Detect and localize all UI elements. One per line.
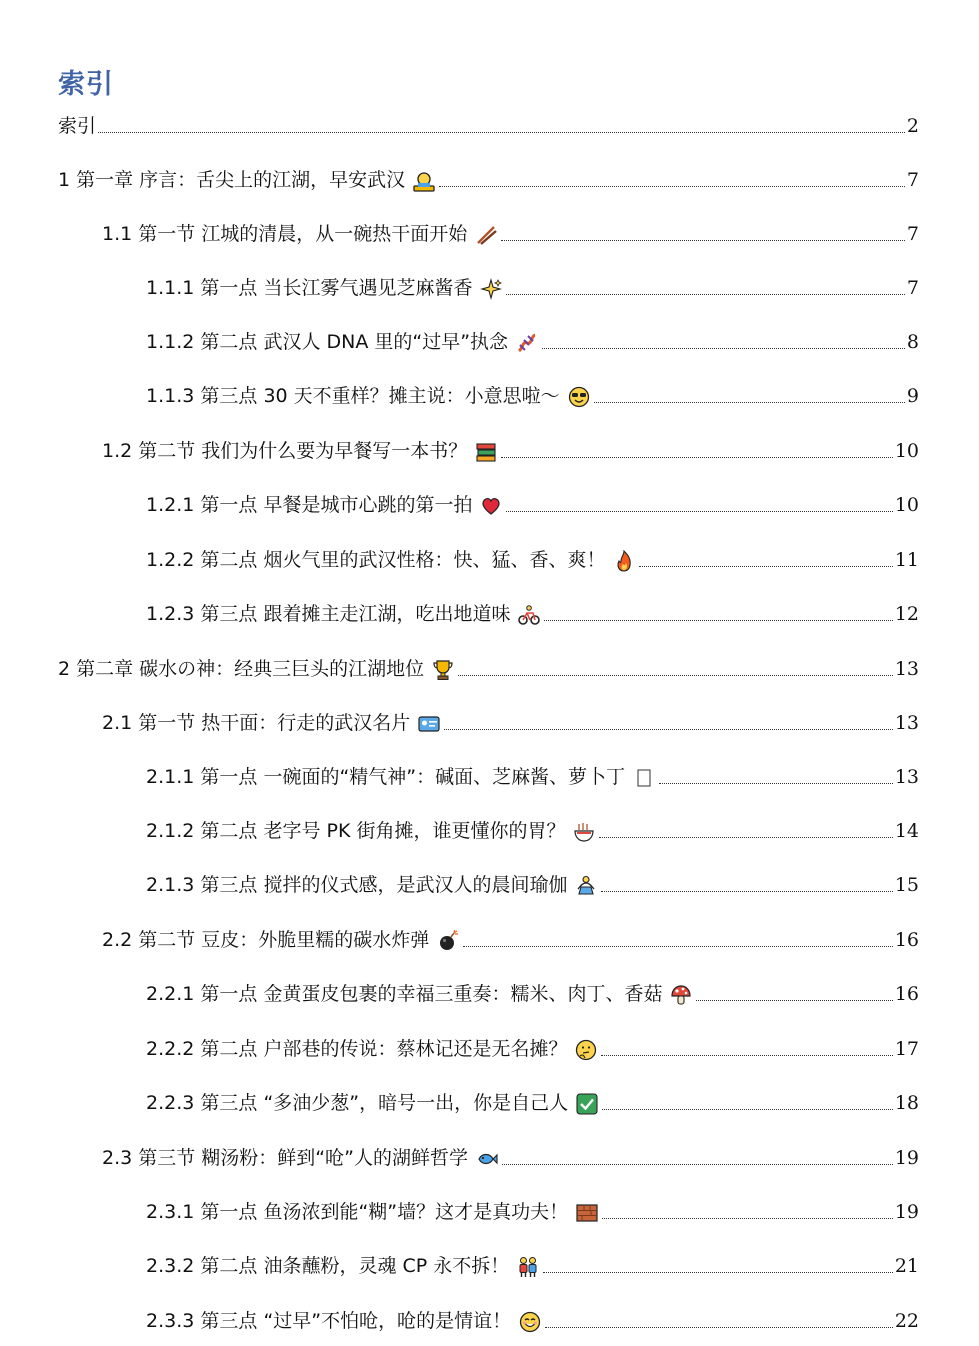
dot-leader bbox=[506, 511, 892, 512]
toc-entry[interactable] bbox=[102, 920, 919, 952]
toc-page-number: 12 bbox=[894, 603, 919, 625]
toc-entry[interactable] bbox=[146, 376, 919, 408]
toc-page-number: 10 bbox=[894, 440, 919, 462]
sunglasses-face-icon bbox=[568, 386, 590, 408]
toc-entry-number: 2.1.3 bbox=[146, 874, 195, 896]
toc-entry-title: 第一点 一碗面的“精气神”：碱面、芝麻酱、萝卜丁 bbox=[200, 766, 626, 788]
toc-page-number: 7 bbox=[906, 277, 919, 299]
toc-entry-number: 2.1.1 bbox=[146, 766, 195, 788]
toc-page-number: 19 bbox=[894, 1201, 919, 1223]
bicycle-icon bbox=[518, 604, 540, 626]
toc-page-number: 2 bbox=[906, 115, 919, 137]
toc-page-number: 7 bbox=[906, 223, 919, 245]
toc-entry-number: 2.1 bbox=[102, 712, 133, 734]
toc-page-number: 10 bbox=[894, 494, 919, 516]
toc-entry-title: 第三节 糊汤粉：鲜到“呛”人的湖鲜哲学 bbox=[138, 1147, 468, 1169]
toc-page-number: 7 bbox=[906, 169, 919, 191]
toc-entry-number: 2.2.1 bbox=[146, 983, 195, 1005]
toc-entry-title: 第一点 金黄蛋皮包裹的幸福三重奏：糯米、肉丁、香菇 bbox=[200, 983, 663, 1005]
toc-entry-number: 2.3.3 bbox=[146, 1310, 195, 1332]
toc-page-number: 13 bbox=[894, 658, 919, 680]
dot-leader bbox=[601, 891, 892, 892]
toc-page-number: 13 bbox=[894, 766, 919, 788]
toc-entry-title: 第二点 老字号 PK 街角摊，谁更懂你的胃？ bbox=[200, 820, 566, 842]
thinking-face-icon bbox=[575, 1039, 597, 1061]
toc-entry[interactable] bbox=[146, 974, 919, 1006]
toc-page-number: 17 bbox=[894, 1038, 919, 1060]
toc-page-number: 16 bbox=[894, 983, 919, 1005]
toc-entry-number: 1.1.2 bbox=[146, 331, 195, 353]
toc-entry-number: 1.1 bbox=[102, 223, 133, 245]
heart-icon bbox=[480, 495, 502, 517]
dot-leader bbox=[463, 946, 893, 947]
dot-leader bbox=[594, 402, 905, 403]
toc-entry-number: 1.2.1 bbox=[146, 494, 195, 516]
toc-page-number: 16 bbox=[894, 929, 919, 951]
sunrise-person-icon bbox=[413, 170, 435, 192]
toc-entry-title: 第二章 碳水の神：经典三巨头的江湖地位 bbox=[76, 658, 425, 680]
toc-page-number: 13 bbox=[894, 712, 919, 734]
toc-page-number: 11 bbox=[894, 549, 919, 571]
toc-entry-title: 第一章 序言：舌尖上的江湖，早安武汉 bbox=[76, 169, 406, 191]
toc-entry-number: 1.1.1 bbox=[146, 277, 195, 299]
dot-leader bbox=[601, 1055, 892, 1056]
toc-entry[interactable] bbox=[146, 540, 919, 572]
dot-leader bbox=[501, 240, 905, 241]
toc-entry-number: 2.2 bbox=[102, 929, 133, 951]
toc-entry[interactable] bbox=[146, 268, 919, 300]
index-heading: 索引 bbox=[58, 69, 114, 100]
chopsticks-icon bbox=[475, 224, 497, 246]
toc-entry-number: 2.1.2 bbox=[146, 820, 195, 842]
toc-entry[interactable] bbox=[146, 485, 919, 517]
toc-page-number: 19 bbox=[894, 1147, 919, 1169]
toc-entry[interactable] bbox=[58, 160, 919, 192]
toc-entry-title: 第三点 搅拌的仪式感，是武汉人的晨间瑜伽 bbox=[200, 874, 568, 896]
toc-entry-number: 2.2.2 bbox=[146, 1038, 195, 1060]
toc-entry-title: 第一节 热干面：行走的武汉名片 bbox=[138, 712, 411, 734]
dot-leader bbox=[599, 837, 892, 838]
dot-leader bbox=[501, 457, 893, 458]
toc-entry-number: 1 bbox=[58, 169, 71, 191]
toc-entry[interactable] bbox=[146, 1192, 919, 1224]
toc-entry-title: 第二点 烟火气里的武汉性格：快、猛、香、爽！ bbox=[200, 549, 606, 571]
dot-leader bbox=[439, 186, 905, 187]
dot-leader bbox=[458, 675, 893, 676]
toc-entry[interactable] bbox=[146, 594, 919, 626]
fish-icon bbox=[476, 1148, 498, 1170]
dot-leader bbox=[544, 620, 892, 621]
toc-entry[interactable] bbox=[146, 757, 919, 789]
missing-glyph-icon bbox=[633, 767, 655, 789]
toc-entry-number: 2 bbox=[58, 658, 71, 680]
trophy-icon bbox=[432, 659, 454, 681]
dot-leader bbox=[98, 132, 905, 133]
toc-entry-number: 2.2.3 bbox=[146, 1092, 195, 1114]
toc-entry-title: 第一点 当长江雾气遇见芝麻酱香 bbox=[200, 277, 473, 299]
toc-entry[interactable] bbox=[146, 1301, 919, 1333]
toc-page-number: 8 bbox=[906, 331, 919, 353]
toc-entry-number: 2.3.2 bbox=[146, 1255, 195, 1277]
toc-entry-title: 索引 bbox=[58, 115, 97, 137]
toc-entry-title: 第二点 武汉人 DNA 里的“过早”执念 bbox=[200, 331, 509, 353]
toc-entry[interactable] bbox=[146, 1029, 919, 1061]
toc-entry[interactable] bbox=[146, 865, 919, 897]
books-icon bbox=[475, 441, 497, 463]
toc-entry-number: 1.2.3 bbox=[146, 603, 195, 625]
toc-page-number: 21 bbox=[894, 1255, 919, 1277]
toc-entry[interactable] bbox=[146, 1083, 919, 1115]
toc-entry-title: 第一点 早餐是城市心跳的第一拍 bbox=[200, 494, 473, 516]
dot-leader bbox=[506, 294, 904, 295]
couple-icon bbox=[517, 1256, 539, 1278]
toc-entry-number: 2.3 bbox=[102, 1147, 133, 1169]
toc-entry-title: 第三点 “多油少葱”，暗号一出，你是自己人 bbox=[200, 1092, 569, 1114]
yoga-person-icon bbox=[575, 875, 597, 897]
toc-entry-title: 第二点 户部巷的传说：蔡林记还是无名摊？ bbox=[200, 1038, 568, 1060]
bomb-icon bbox=[437, 930, 459, 952]
toc-entry-title: 第二节 我们为什么要为早餐写一本书？ bbox=[138, 440, 468, 462]
sparkles-icon bbox=[480, 278, 502, 300]
dot-leader bbox=[696, 1000, 892, 1001]
toc-entry-number: 1.1.3 bbox=[146, 385, 195, 407]
toc-entry-number: 2.3.1 bbox=[146, 1201, 195, 1223]
mushroom-icon bbox=[670, 984, 692, 1006]
toc-entry-title: 第一节 江城的清晨，从一碗热干面开始 bbox=[138, 223, 468, 245]
toc-entry[interactable] bbox=[58, 106, 919, 138]
toc-entry[interactable] bbox=[102, 1138, 919, 1170]
toc-page-number: 9 bbox=[906, 385, 919, 407]
dot-leader bbox=[502, 1164, 893, 1165]
toc-page-number: 22 bbox=[894, 1310, 919, 1332]
dot-leader bbox=[602, 1218, 893, 1219]
toc-entry-title: 第一点 鱼汤浓到能“糊”墙？这才是真功夫！ bbox=[200, 1201, 569, 1223]
toc-entry-title: 第三点 跟着摊主走江湖，吃出地道味 bbox=[200, 603, 511, 625]
toc-entry[interactable] bbox=[58, 649, 919, 681]
fire-icon bbox=[613, 550, 635, 572]
toc-entry-title: 第二点 油条蘸粉，灵魂 CP 永不拆！ bbox=[200, 1255, 510, 1277]
dot-leader bbox=[602, 1109, 893, 1110]
toc-page-number: 18 bbox=[894, 1092, 919, 1114]
toc-entry[interactable] bbox=[102, 703, 919, 735]
dot-leader bbox=[542, 348, 905, 349]
smiling-face-icon bbox=[519, 1311, 541, 1333]
noodle-bowl-icon bbox=[573, 821, 595, 843]
dot-leader bbox=[545, 1327, 893, 1328]
toc-entry-title: 第二节 豆皮：外脆里糯的碳水炸弹 bbox=[138, 929, 430, 951]
toc-entry[interactable] bbox=[102, 431, 919, 463]
toc-entry-number: 1.2.2 bbox=[146, 549, 195, 571]
toc-entry[interactable] bbox=[102, 214, 919, 246]
toc-page-number: 15 bbox=[894, 874, 919, 896]
toc-entry-title: 第三点 “过早”不怕呛，呛的是情谊！ bbox=[200, 1310, 512, 1332]
id-card-icon bbox=[418, 713, 440, 735]
toc-entry[interactable] bbox=[146, 811, 919, 843]
toc-page-number: 14 bbox=[894, 820, 919, 842]
dot-leader bbox=[659, 783, 893, 784]
dot-leader bbox=[543, 1272, 893, 1273]
toc-entry-number: 1.2 bbox=[102, 440, 133, 462]
dna-icon bbox=[516, 332, 538, 354]
toc-entry[interactable] bbox=[146, 322, 919, 354]
toc-entry-title: 第三点 30 天不重样？摊主说：小意思啦～ bbox=[200, 385, 560, 407]
bricks-icon bbox=[576, 1202, 598, 1224]
dot-leader bbox=[639, 566, 892, 567]
toc-entry[interactable] bbox=[146, 1246, 919, 1278]
dot-leader bbox=[444, 729, 893, 730]
check-mark-icon bbox=[576, 1093, 598, 1115]
